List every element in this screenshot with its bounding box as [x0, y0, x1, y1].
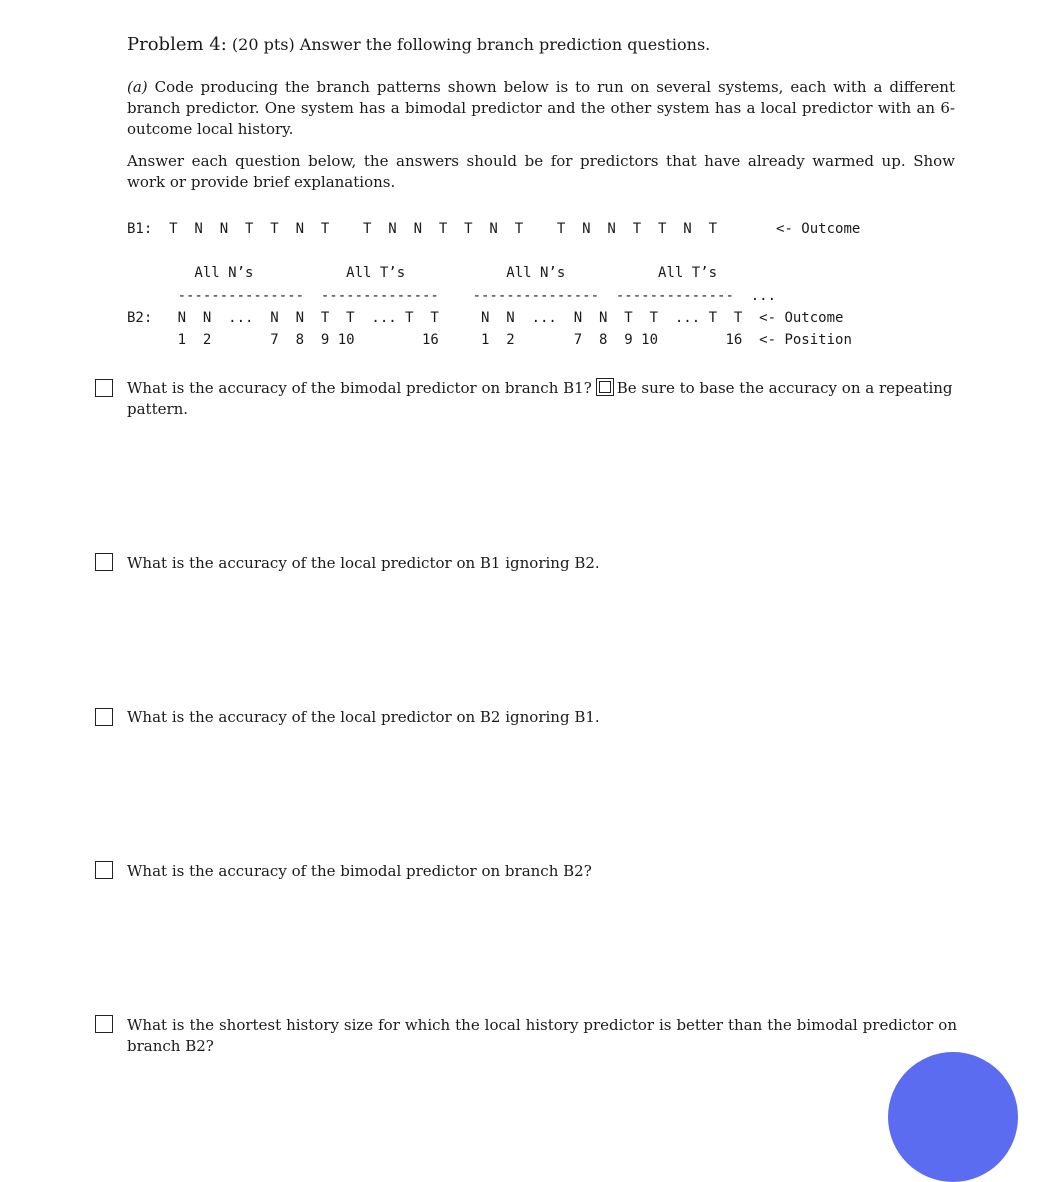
- question-3: What is the accuracy of the local predictor on B2 ignoring B1.: [127, 708, 600, 726]
- question-5: What is the shortest history size for which the local history predictor is better than the bimodal predictor on branch B2?: [127, 1016, 957, 1055]
- question-1-text: What is the accuracy of the bimodal predictor on branch B1?: [127, 379, 592, 397]
- b2-position-row: 1 2 7 8 9 10 16 1 2 7 8 9 10 16 <- Position: [127, 332, 852, 348]
- b2-group-dashes: --------------- -------------- --------------- -------------- ...: [127, 288, 777, 304]
- question-1-note: Be sure to base the accuracy on a repeating pattern.: [127, 379, 953, 418]
- double-checkbox-icon[interactable]: [596, 378, 614, 396]
- part-a-label: (a): [127, 78, 148, 96]
- answer-checkbox-q2[interactable]: [95, 553, 113, 571]
- answer-checkbox-q5[interactable]: [95, 1015, 113, 1033]
- answer-checkbox-q4[interactable]: [95, 861, 113, 879]
- question-2: What is the accuracy of the local predictor on B1 ignoring B2.: [127, 554, 600, 572]
- answer-checkbox-q3[interactable]: [95, 708, 113, 726]
- problem-number: Problem 4:: [127, 34, 227, 55]
- b1-outcome-row: B1: T N N T T N T T N N T T N T T N N T T N T <- Outcome: [127, 221, 861, 237]
- problem-heading: [127, 34, 710, 55]
- part-a-paragraph: [127, 77, 955, 140]
- answer-checkbox-q1[interactable]: [95, 379, 113, 397]
- question-4: What is the accuracy of the bimodal predictor on branch B2?: [127, 862, 592, 880]
- b2-outcome-row: B2: N N ... N N T T ... T T N N ... N N T T ... T T <- Outcome: [127, 310, 844, 326]
- b2-group-labels: All N’s All T’s All N’s All T’s: [127, 265, 718, 281]
- problem-points: (20 pts) Answer the following branch prediction questions.: [231, 35, 711, 54]
- part-a-text: Code producing the branch patterns shown below is to run on several systems, each with a different branch predictor. One system has a bimodal predictor and the other system has a local predictor with an 6-outcome local history.: [127, 78, 955, 138]
- question-1: [127, 378, 957, 420]
- instructions: Answer each question below, the answers should be for predictors that have already warmed up. Show work or provide brief explanations.: [127, 152, 955, 191]
